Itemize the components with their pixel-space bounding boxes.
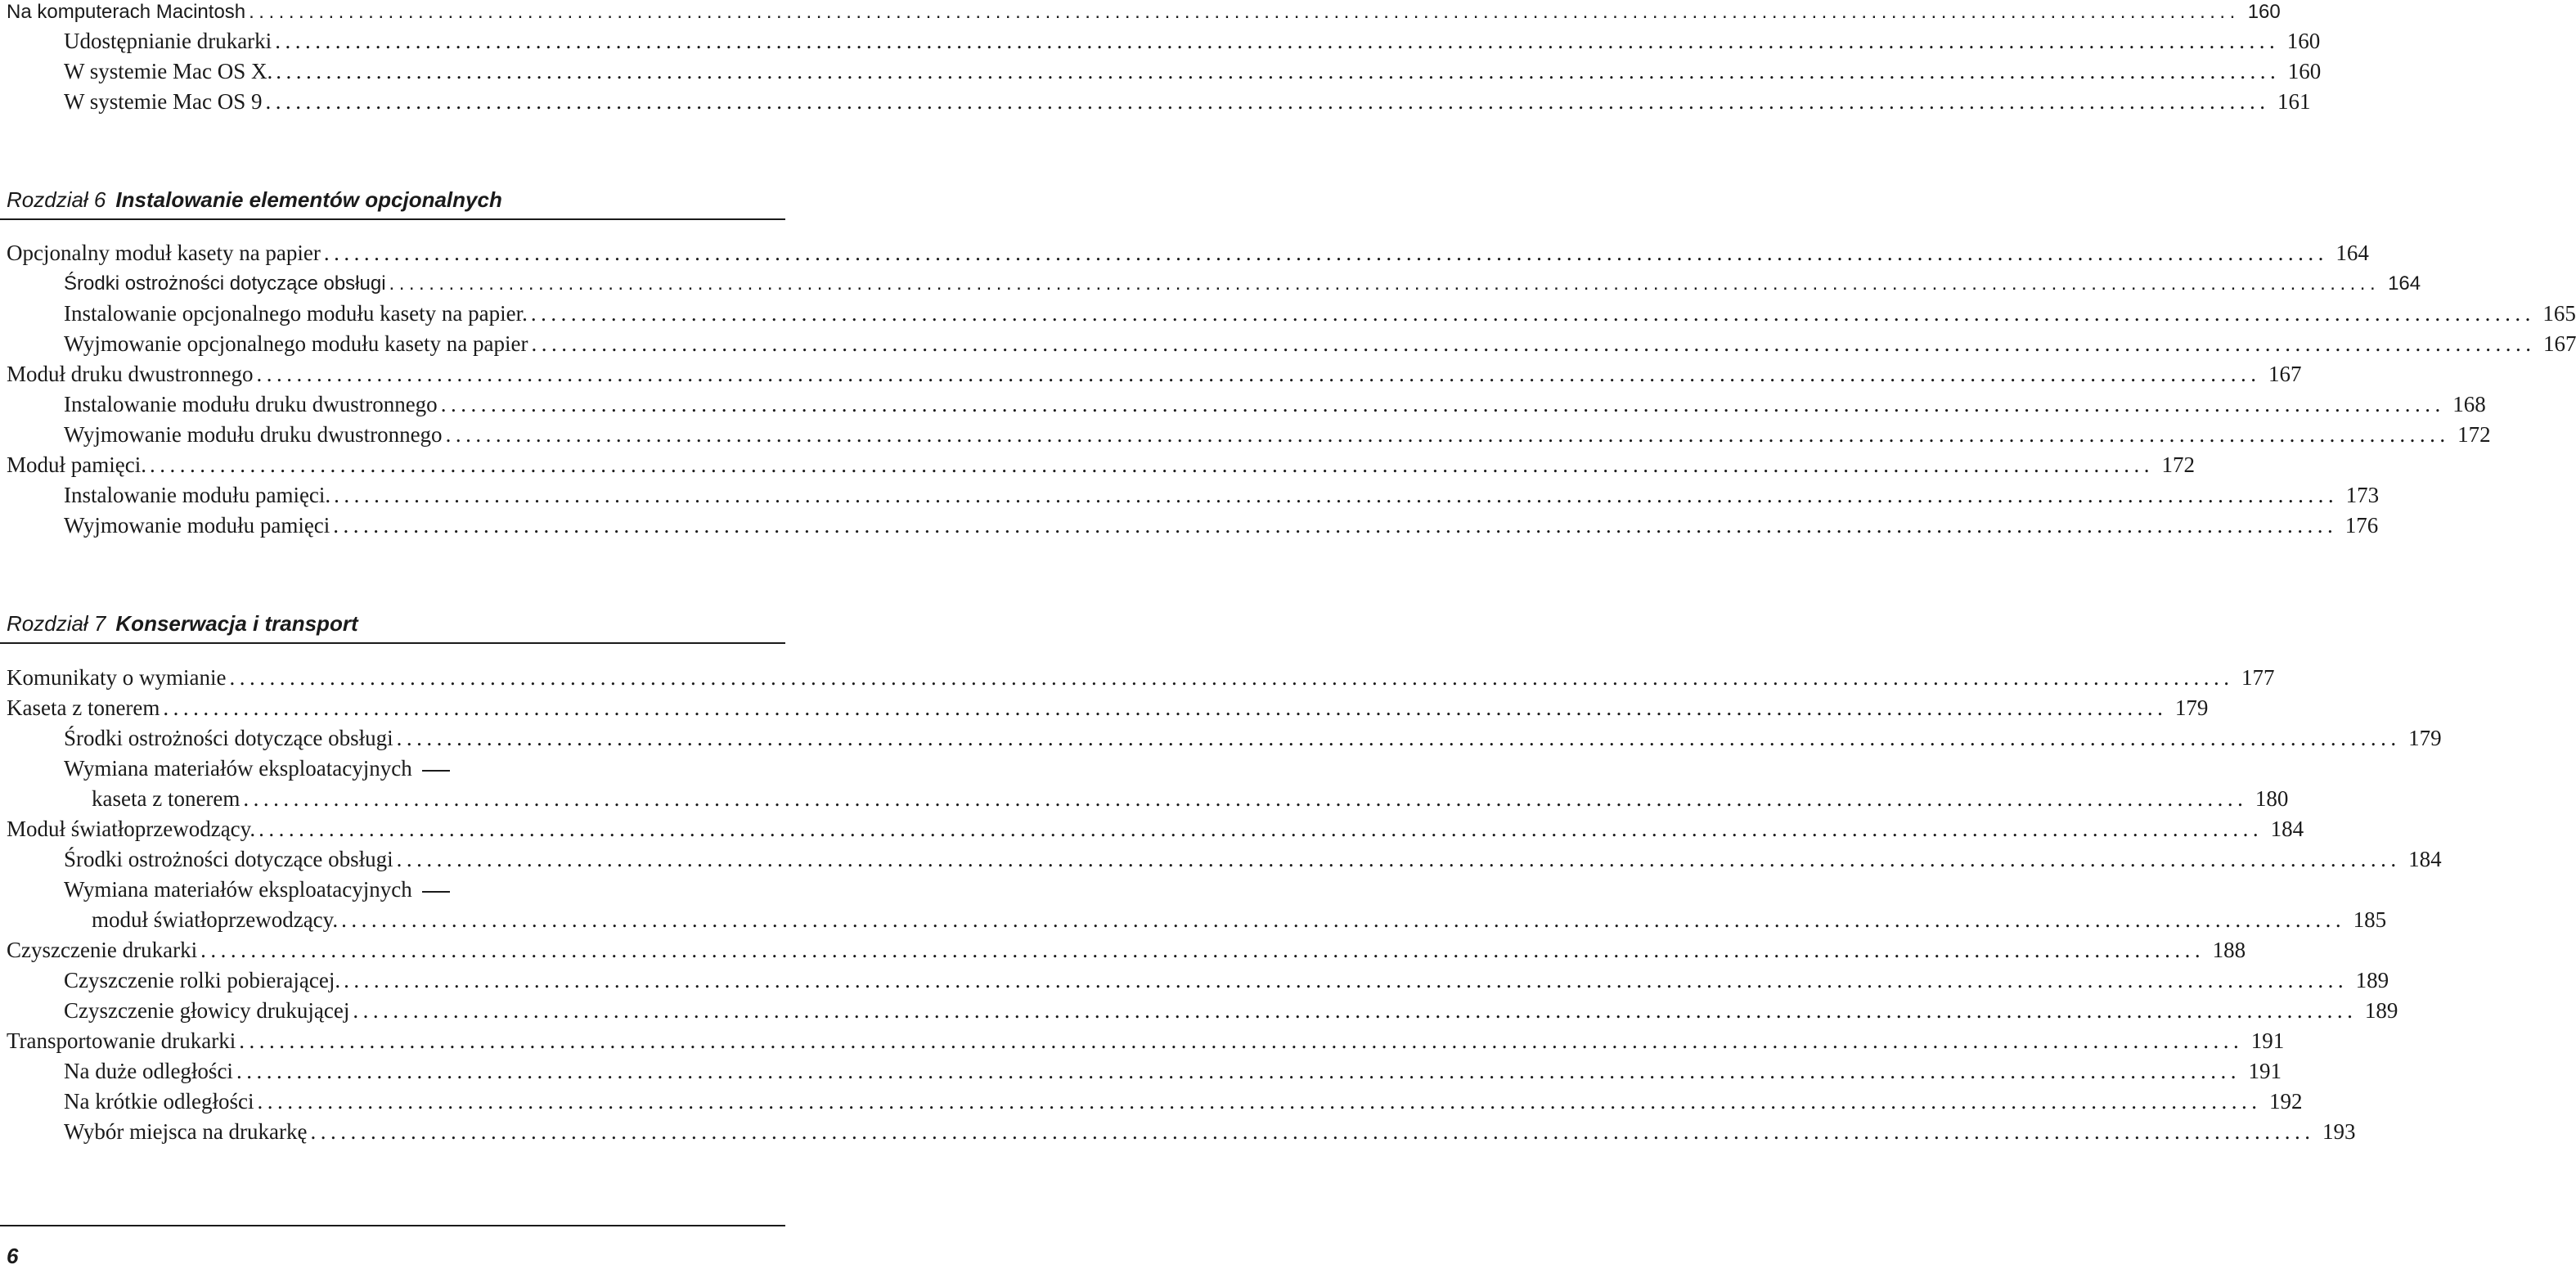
toc-entry-title: Komunikaty o wymianie: [7, 665, 227, 690]
toc-entry-title: moduł światłoprzewodzący.: [92, 907, 339, 932]
dot-leader: ........................................................................................................................................................................................................: [440, 392, 2445, 416]
dot-leader: ........................................................................................................................................................................................................: [396, 726, 2401, 750]
toc-entry-page: 184: [2270, 817, 2304, 841]
toc-entry-page: 167: [2268, 362, 2302, 386]
toc-entry-title: Moduł światłoprzewodzący.: [7, 817, 256, 841]
dot-leader: ........................................................................................................................................................................................................: [530, 301, 2535, 326]
toc-entry[interactable]: [64, 1087, 2303, 1117]
toc-entry[interactable]: [64, 268, 2421, 299]
toc-entry-page: 173: [2345, 483, 2380, 507]
toc-entry[interactable]: [64, 56, 2322, 87]
chapter-label: Rozdział 6: [7, 187, 106, 212]
toc-entry-title: Na komputerach Macintosh: [7, 1, 246, 23]
toc-entry-page: 188: [2212, 938, 2246, 962]
toc-entry-title: Wyjmowanie opcjonalnego modułu kasety na papier: [64, 331, 528, 356]
chapter-label: Rozdział 7: [7, 611, 106, 636]
toc-entry[interactable]: [7, 1026, 2285, 1056]
toc-entry-title: Czyszczenie głowicy drukującej: [64, 998, 350, 1023]
dot-leader: ........................................................................................................................................................................................................: [275, 29, 2280, 53]
toc-entry-title: Wymiana materiałów eksploatacyjnych: [64, 756, 412, 781]
dot-leader: ........................................................................................................................................................................................................: [256, 362, 2261, 386]
dot-leader: ........................................................................................................................................................................................................: [353, 998, 2358, 1023]
toc-entry-page: 168: [2452, 392, 2486, 416]
chapter-heading: [7, 607, 785, 640]
footer-rule: [0, 1225, 785, 1226]
toc-entry[interactable]: [64, 480, 2380, 511]
dot-leader: ........................................................................................................................................................................................................: [257, 1089, 2262, 1114]
dot-leader: ........................................................................................................................................................................................................: [163, 695, 2168, 720]
toc-entry-page: 177: [2241, 665, 2275, 690]
toc-entry-page: 185: [2353, 907, 2387, 932]
dot-leader: ........................................................................................................................................................................................................: [310, 1119, 2315, 1144]
chapter-heading: [7, 183, 785, 216]
toc-entry[interactable]: [64, 1056, 2282, 1087]
toc-entry[interactable]: [64, 844, 2442, 875]
toc-entry[interactable]: [7, 814, 2304, 844]
toc-entry-page: 164: [2388, 272, 2421, 295]
chapter-title: Konserwacja i transport: [115, 611, 358, 636]
toc-entry-page: 189: [2355, 968, 2389, 992]
toc-entry[interactable]: [64, 26, 2321, 56]
toc-entry[interactable]: [92, 905, 2387, 935]
toc-entry-page: 164: [2335, 241, 2369, 265]
toc-entry[interactable]: [64, 87, 2311, 117]
em-dash: [422, 770, 450, 772]
toc-entry-title: Na krótkie odległości: [64, 1089, 254, 1114]
dot-leader: ........................................................................................................................................................................................................: [323, 241, 2328, 265]
toc-entry-title: Instalowanie modułu druku dwustronnego: [64, 392, 438, 416]
toc-entry-title: Środki ostrożności dotyczące obsługi: [64, 847, 393, 871]
dot-leader: ........................................................................................................................................................................................................: [445, 422, 2450, 447]
toc-entry[interactable]: [7, 359, 2302, 389]
chapter-rule: [0, 218, 785, 220]
dot-leader: ........................................................................................................................................................................................................: [239, 1028, 2244, 1053]
dot-leader: ........................................................................................................................................................................................................: [229, 665, 2234, 690]
dot-leader: ........................................................................................................................................................................................................: [249, 1, 2240, 23]
dot-leader: ........................................................................................................................................................................................................: [276, 59, 2281, 83]
toc-entry-page: 161: [2277, 89, 2311, 114]
toc-entry-title: Opcjonalny moduł kasety na papier: [7, 241, 321, 265]
toc-entry-title: Wyjmowanie modułu druku dwustronnego: [64, 422, 443, 447]
dot-leader: ........................................................................................................................................................................................................: [396, 847, 2401, 871]
toc-entry[interactable]: [7, 935, 2246, 965]
toc-entry-title: Moduł pamięci.: [7, 452, 146, 477]
toc-entry-page: 172: [2161, 452, 2195, 477]
toc-entry-page: 176: [2344, 513, 2379, 538]
toc-entry-title: Wyjmowanie modułu pamięci: [64, 513, 330, 538]
toc-entry-title: Czyszczenie rolki pobierającej.: [64, 968, 341, 992]
toc-entry-page: 160: [2287, 59, 2322, 83]
page-number: 6: [7, 1244, 19, 1268]
toc-entry-page: 179: [2408, 726, 2442, 750]
toc-entry-page: 179: [2174, 695, 2209, 720]
dot-leader: ........................................................................................................................................................................................................: [236, 1059, 2241, 1083]
toc-entry-page: 160: [2286, 29, 2321, 53]
toc-entry-page: 180: [2255, 786, 2289, 811]
dot-leader: ........................................................................................................................................................................................................: [265, 89, 2270, 114]
dot-leader: ........................................................................................................................................................................................................: [258, 817, 2264, 841]
toc-entry-page: 160: [2247, 1, 2281, 23]
dot-leader: ........................................................................................................................................................................................................: [334, 483, 2339, 507]
dot-leader: ........................................................................................................................................................................................................: [200, 938, 2205, 962]
dot-leader: ........................................................................................................................................................................................................: [333, 513, 2338, 538]
chapter-rule: [0, 642, 785, 644]
toc-entry[interactable]: [64, 511, 2379, 541]
toc-entry-title: Transportowanie drukarki: [7, 1028, 236, 1053]
toc-entry[interactable]: [7, 0, 2281, 27]
toc-entry[interactable]: [64, 329, 2576, 359]
toc-entry[interactable]: [64, 965, 2389, 996]
toc-entry-title: Czyszczenie drukarki: [7, 938, 198, 962]
toc-entry-title: W systemie Mac OS X.: [64, 59, 273, 83]
dot-leader: ........................................................................................................................................................................................................: [389, 272, 2380, 295]
toc-entry-page: 165: [2542, 301, 2576, 326]
dot-leader: ........................................................................................................................................................................................................: [243, 786, 2248, 811]
toc-entry-title: W systemie Mac OS 9: [64, 89, 263, 114]
dot-leader: ........................................................................................................................................................................................................: [344, 968, 2349, 992]
toc-entry[interactable]: [64, 723, 2442, 754]
toc-entry-page: 191: [2248, 1059, 2282, 1083]
toc-entry-title: Kaseta z tonerem: [7, 695, 160, 720]
toc-entry-page: 184: [2408, 847, 2442, 871]
toc-entry-page: 192: [2268, 1089, 2303, 1114]
toc-entry[interactable]: [64, 996, 2398, 1026]
toc-entry-title: Środki ostrożności dotyczące obsługi: [64, 726, 393, 750]
toc-entry-title: Wymiana materiałów eksploatacyjnych: [64, 877, 412, 902]
toc-entry-title: Moduł druku dwustronnego: [7, 362, 254, 386]
dot-leader: ........................................................................................................................................................................................................: [531, 331, 2536, 356]
toc-entry-continued[interactable]: [64, 875, 450, 905]
toc-entry[interactable]: [7, 238, 2369, 268]
dot-leader: ........................................................................................................................................................................................................: [341, 907, 2346, 932]
em-dash: [422, 891, 450, 893]
toc-entry-continued[interactable]: [64, 754, 450, 784]
toc-entry-page: 189: [2364, 998, 2398, 1023]
toc-entry-title: Wybór miejsca na drukarkę: [64, 1119, 308, 1144]
toc-entry-title: Środki ostrożności dotyczące obsługi: [64, 272, 386, 295]
toc-entry[interactable]: [64, 389, 2486, 420]
dot-leader: ........................................................................................................................................................................................................: [149, 452, 2154, 477]
toc-entry-title: Udostępnianie drukarki: [64, 29, 272, 53]
chapter-title: Instalowanie elementów opcjonalnych: [115, 187, 502, 212]
toc-entry[interactable]: [92, 784, 2289, 814]
toc-entry-title: Instalowanie opcjonalnego modułu kasety na papier.: [64, 301, 528, 326]
toc-entry-page: 191: [2250, 1028, 2285, 1053]
toc-entry-title: Instalowanie modułu pamięci.: [64, 483, 331, 507]
toc-entry[interactable]: [7, 663, 2275, 693]
toc-entry[interactable]: [64, 1117, 2356, 1147]
toc-entry[interactable]: [64, 420, 2491, 450]
toc-entry[interactable]: [7, 693, 2209, 723]
toc-entry-page: 172: [2457, 422, 2491, 447]
toc-entry-title: Na duże odległości: [64, 1059, 233, 1083]
toc-entry-page: 167: [2542, 331, 2576, 356]
toc-entry[interactable]: [64, 299, 2576, 329]
toc-entry-title: kaseta z tonerem: [92, 786, 241, 811]
toc-entry-page: 193: [2322, 1119, 2356, 1144]
toc-entry[interactable]: [7, 450, 2195, 480]
